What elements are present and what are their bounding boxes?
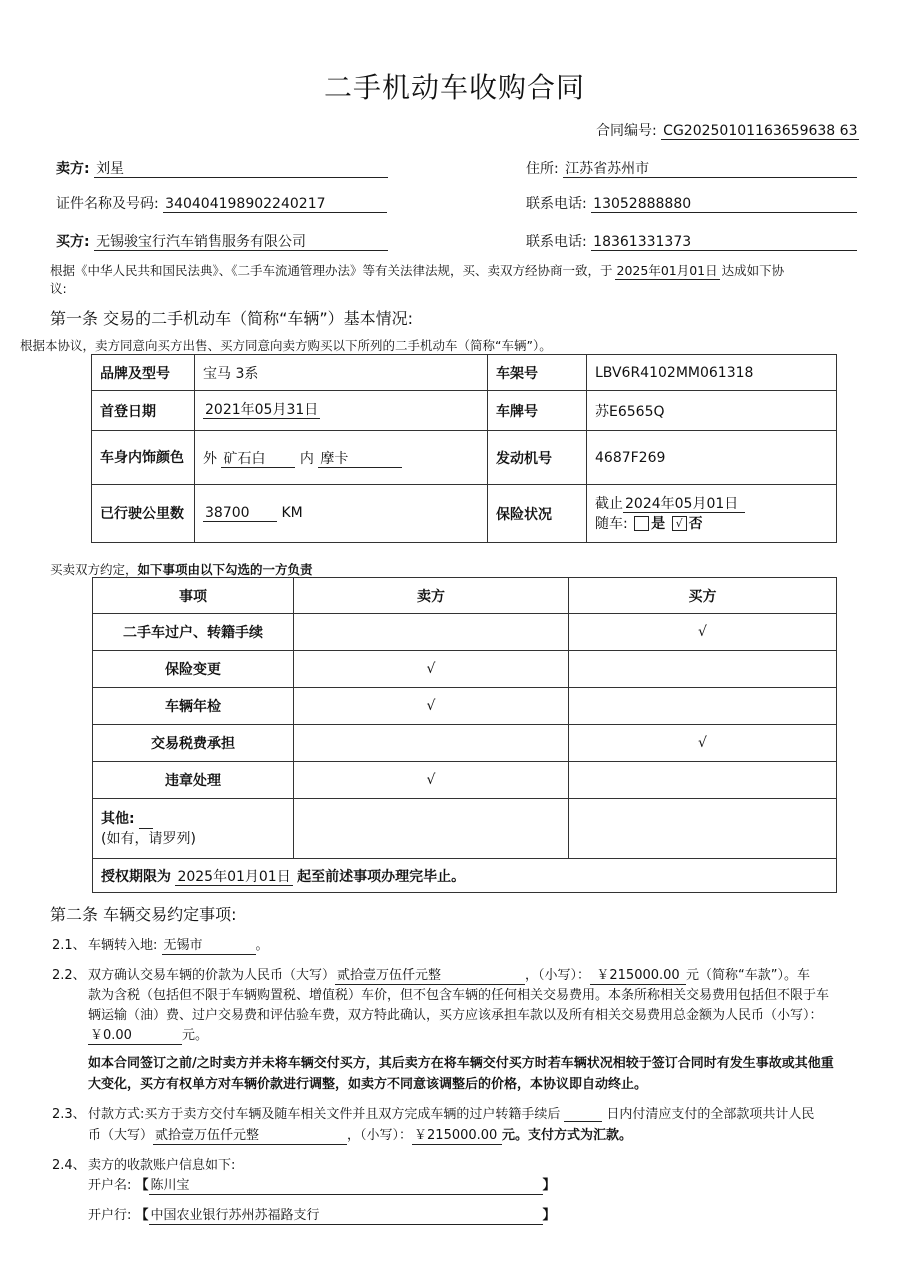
reg-date-cell bbox=[195, 391, 488, 431]
brand-value: 宝马 3系 bbox=[195, 355, 488, 391]
resp-other-cell bbox=[93, 799, 294, 859]
section-2-2-bold-2: 大变化，买方有权单方对车辆价款进行调整，如卖方不同意该调整后的价格，本协议即自动终止。 bbox=[88, 1077, 648, 1092]
resp-other-seller[interactable] bbox=[294, 799, 569, 859]
table-row bbox=[93, 725, 837, 762]
ins-no-label: 否 bbox=[688, 515, 703, 532]
section-2-2-line-1 bbox=[88, 964, 810, 985]
section-2-1 bbox=[52, 934, 269, 955]
color-cell bbox=[195, 431, 488, 485]
article-1-title: 第一条 交易的二手机动车（简称“车辆”）基本情况: bbox=[50, 309, 414, 328]
s23-text-a: 付款方式:买方于卖方交付车辆及随车相关文件并且双方完成车辆的过户转籍手续后 bbox=[88, 1107, 561, 1122]
plate-label: 车牌号 bbox=[488, 391, 587, 431]
vin-label: 车架号 bbox=[488, 355, 587, 391]
s23-text-c: 币（大写） bbox=[88, 1128, 154, 1143]
mileage-value: 38700 bbox=[203, 505, 277, 522]
table-row bbox=[93, 614, 837, 651]
article-1-intro: 根据本协议，卖方同意向买方出售、买方同意向卖方购买以下所列的二手机动车（简称“车辆”）。 bbox=[20, 338, 552, 353]
section-2-3-line-1 bbox=[88, 1103, 814, 1122]
bank-label: 开户行: bbox=[88, 1208, 132, 1223]
s22-text-b: ，（小写）： bbox=[525, 968, 591, 983]
ins-yes-checkbox[interactable] bbox=[634, 516, 649, 531]
s21-place: 无锡市 bbox=[162, 938, 256, 955]
ext-prefix: 外 bbox=[203, 450, 217, 467]
resp-header-seller: 卖方 bbox=[294, 578, 569, 614]
bracket-left: 【 bbox=[135, 1178, 149, 1193]
s23-days-blank bbox=[564, 1105, 602, 1122]
resp-item: 二手车过户、转籍手续 bbox=[93, 614, 294, 651]
s23-text-e: 元。支付方式为汇款。 bbox=[502, 1128, 633, 1143]
resp-seller-check[interactable] bbox=[294, 614, 569, 651]
plate-value: 苏E6565Q bbox=[587, 391, 837, 431]
address-row bbox=[526, 158, 857, 178]
contract-number-row bbox=[596, 120, 859, 140]
auth-label: 授权期限为 bbox=[101, 868, 171, 885]
engine-value: 4687F269 bbox=[587, 431, 837, 485]
buyer-phone-label: 联系电话: bbox=[526, 234, 587, 250]
buyer-label: 买方: bbox=[56, 234, 90, 250]
s23-amount-upper: 贰拾壹万伍仟元整 bbox=[153, 1128, 347, 1145]
seller-phone-row bbox=[526, 193, 857, 213]
seller-phone-label: 联系电话: bbox=[526, 196, 587, 212]
table-row bbox=[93, 651, 837, 688]
resp-item: 车辆年检 bbox=[93, 688, 294, 725]
section-2-2-line-2: 款为含税（包括但不限于车辆购置税、增值税）车价，但不包含车辆的任何相关交易费用。本条所称相关交易费用包括但不限于车 bbox=[88, 988, 830, 1003]
resp-other-buyer[interactable] bbox=[569, 799, 837, 859]
buyer-phone: 18361331373 bbox=[591, 234, 857, 251]
buyer-name: 无锡骏宝行汽车销售服务有限公司 bbox=[94, 234, 388, 251]
auth-period-cell bbox=[93, 859, 837, 893]
resp-item: 交易税费承担 bbox=[93, 725, 294, 762]
seller-row bbox=[56, 158, 388, 178]
s22-text-c: 元（简称“车款”）。车 bbox=[686, 968, 811, 983]
id-label: 证件名称及号码: bbox=[56, 196, 159, 212]
mileage-unit: KM bbox=[281, 505, 303, 521]
id-number: 340404198902240217 bbox=[163, 196, 387, 213]
seller-phone: 13052888880 bbox=[591, 196, 857, 213]
resp-seller-check[interactable] bbox=[294, 725, 569, 762]
section-2-2-bold-1: 如本合同签订之前/之时卖方并未将车辆交付买方，其后卖方在将车辆交付买方时若车辆状况相较于签订合同时有发生事故或其他重 bbox=[88, 1056, 834, 1071]
basis-text: 根据《中华人民共和国民法典》、《二手车流通管理办法》等有关法律法规，买、卖双方经协商一致，于 bbox=[50, 263, 613, 278]
id-row bbox=[56, 193, 387, 213]
responsibility-table bbox=[92, 577, 837, 893]
ins-follow-label: 随车: bbox=[595, 515, 628, 532]
reg-date-label: 首登日期 bbox=[92, 391, 195, 431]
resp-other-blank bbox=[139, 812, 153, 829]
buyer-phone-row bbox=[526, 231, 857, 251]
resp-other-label: 其他: bbox=[101, 810, 135, 827]
address-label: 住所: bbox=[526, 161, 559, 177]
ins-no-checkbox[interactable]: √ bbox=[672, 516, 687, 531]
section-2-2-num: 2.2、 bbox=[52, 968, 86, 983]
bracket-right: 】 bbox=[542, 1178, 556, 1193]
resp-header-buyer: 买方 bbox=[569, 578, 837, 614]
resp-seller-check[interactable]: √ bbox=[294, 762, 569, 799]
insurance-cell bbox=[587, 485, 837, 543]
int-prefix: 内 bbox=[299, 450, 314, 467]
ins-date: 2024年05月01日 bbox=[623, 496, 745, 513]
resp-buyer-check[interactable]: √ bbox=[569, 614, 837, 651]
resp-intro-text: 买卖双方约定， bbox=[50, 562, 138, 577]
s23-text-b: 日内付清应支付的全部款项共计人民 bbox=[606, 1107, 815, 1122]
article-2-title: 第二条 车辆交易约定事项: bbox=[50, 905, 237, 924]
resp-item: 保险变更 bbox=[93, 651, 294, 688]
ins-prefix: 截止 bbox=[595, 495, 623, 512]
vin-value: LBV6R4102MM061318 bbox=[587, 355, 837, 391]
resp-intro-bold: 如下事项由以下勾选的一方负责 bbox=[137, 562, 313, 577]
account-name: 陈川宝 bbox=[149, 1178, 543, 1195]
int-color: 摩卡 bbox=[318, 451, 402, 468]
resp-other-note: (如有，请罗列) bbox=[101, 830, 196, 847]
insurance-label: 保险状况 bbox=[488, 485, 587, 543]
color-label: 车身内饰颜色 bbox=[92, 431, 195, 485]
address: 江苏省苏州市 bbox=[563, 161, 857, 178]
s22-amount-upper: 贰拾壹万伍仟元整 bbox=[335, 968, 525, 985]
contract-number-label: 合同编号: bbox=[596, 123, 657, 139]
s23-amount-lower: ￥215000.00 bbox=[412, 1128, 502, 1145]
section-2-2-line-3: 辆运输（油）费、过户交易费和评估验车费，双方特此确认，买方应该承担车款以及所有相关交易费用总金额为人民币（小写）： bbox=[88, 1008, 823, 1023]
auth-end: 起至前述事项办理完毕止。 bbox=[297, 868, 466, 885]
resp-buyer-check[interactable] bbox=[569, 651, 837, 688]
bracket-left: 【 bbox=[135, 1208, 149, 1223]
basis-text-end: 达成如下协 bbox=[721, 263, 785, 278]
s22-total: ￥0.00 bbox=[88, 1028, 182, 1045]
mileage-cell bbox=[195, 485, 488, 543]
basis-line-1 bbox=[50, 261, 784, 280]
section-2-2-line-4 bbox=[88, 1024, 208, 1045]
table-row bbox=[93, 762, 837, 799]
section-2-3-line-2 bbox=[88, 1124, 632, 1145]
section-2-3-num: 2.3、 bbox=[52, 1107, 86, 1122]
ext-color: 矿石白 bbox=[221, 451, 295, 468]
seller-label: 卖方: bbox=[56, 161, 90, 177]
resp-seller-check[interactable]: √ bbox=[294, 688, 569, 725]
s22-amount-lower: ￥215000.00 bbox=[590, 968, 686, 985]
s23-text-d: ，（小写）： bbox=[347, 1128, 413, 1143]
s21-text: 车辆转入地: bbox=[88, 938, 158, 953]
s21-end: 。 bbox=[255, 938, 269, 953]
s24-text: 卖方的收款账户信息如下: bbox=[88, 1158, 236, 1173]
ins-yes-label: 是 bbox=[651, 515, 666, 532]
basis-line-2: 议: bbox=[50, 281, 67, 296]
buyer-row bbox=[56, 231, 388, 251]
bank-name: 中国农业银行苏州苏福路支行 bbox=[149, 1208, 543, 1225]
reg-date-value: 2021年05月31日 bbox=[205, 402, 319, 418]
resp-buyer-check[interactable] bbox=[569, 688, 837, 725]
s24-num: 2.4、 bbox=[52, 1158, 86, 1173]
brand-label: 品牌及型号 bbox=[92, 355, 195, 391]
engine-label: 发动机号 bbox=[488, 431, 587, 485]
basis-date: 2025年01月01日 bbox=[616, 263, 718, 278]
mileage-label: 已行驶公里数 bbox=[92, 485, 195, 543]
page-title: 二手机动车收购合同 bbox=[323, 71, 585, 104]
s22-end: 元。 bbox=[182, 1028, 209, 1043]
resp-buyer-check[interactable] bbox=[569, 762, 837, 799]
seller-name: 刘星 bbox=[94, 161, 388, 178]
bracket-right: 】 bbox=[542, 1208, 556, 1223]
resp-item: 违章处理 bbox=[93, 762, 294, 799]
resp-seller-check[interactable]: √ bbox=[294, 651, 569, 688]
auth-date: 2025年01月01日 bbox=[177, 868, 291, 885]
resp-intro bbox=[50, 560, 313, 578]
bank-row bbox=[88, 1204, 556, 1225]
resp-buyer-check[interactable]: √ bbox=[569, 725, 837, 762]
section-2-4 bbox=[52, 1154, 235, 1173]
account-name-label: 开户名: bbox=[88, 1178, 132, 1193]
s22-text-a: 双方确认交易车辆的价款为人民币（大写） bbox=[88, 968, 336, 983]
vehicle-table bbox=[91, 354, 837, 543]
s21-num: 2.1、 bbox=[52, 938, 86, 953]
table-row bbox=[93, 688, 837, 725]
resp-header-item: 事项 bbox=[93, 578, 294, 614]
account-name-row bbox=[88, 1174, 556, 1195]
contract-number: CG20250101163659638 63 bbox=[663, 123, 858, 139]
